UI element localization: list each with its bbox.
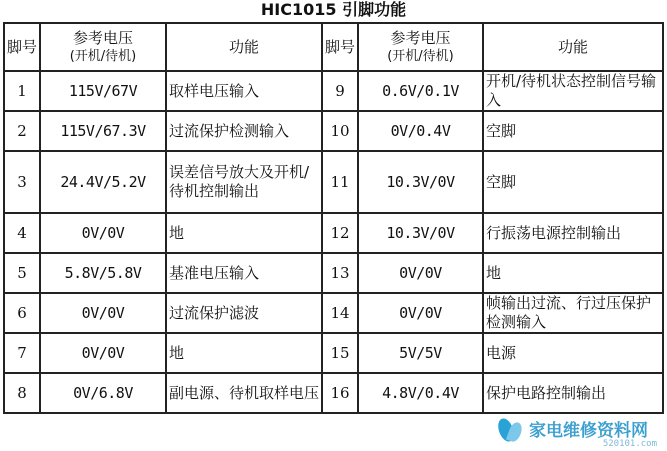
table-row: [4, 373, 663, 413]
pin-number: 3: [4, 151, 40, 213]
pin-number: 11: [322, 151, 358, 213]
pin-voltage: 0.6V/0.1V: [358, 71, 483, 111]
header-voltage-right: [358, 23, 483, 71]
pin-voltage: 0V/0V: [358, 253, 483, 293]
pin-function: 取样电压输入: [166, 71, 322, 111]
pin-number: 12: [322, 213, 358, 253]
pin-number: 10: [322, 111, 358, 151]
header-pin-left: 脚号: [4, 23, 40, 71]
pin-function-table: [3, 22, 664, 414]
pin-voltage: 115V/67.3V: [40, 111, 166, 151]
pin-voltage: 0V/0V: [40, 333, 166, 373]
table-row: [4, 293, 663, 333]
watermark-text: 家电维修资料网: [529, 421, 648, 441]
watermark-logo-icon: [495, 416, 525, 446]
pin-number: 16: [322, 373, 358, 413]
pin-function: 空脚: [483, 151, 663, 213]
pin-number: 15: [322, 333, 358, 373]
pin-function: 误差信号放大及开机/待机控制输出: [166, 151, 322, 213]
pin-function: 地: [166, 213, 322, 253]
pin-function: 帧输出过流、行过压保护检测输入: [483, 293, 663, 333]
header-function-right: 功能: [483, 23, 663, 71]
pin-function: 基准电压输入: [166, 253, 322, 293]
pin-function: 保护电路控制输出: [483, 373, 663, 413]
pin-number: 13: [322, 253, 358, 293]
pin-voltage: 5V/5V: [358, 333, 483, 373]
pin-number: 7: [4, 333, 40, 373]
pin-function: 开机/待机状态控制信号输入: [483, 71, 663, 111]
header-function-left: 功能: [166, 23, 322, 71]
pin-function: 地: [166, 333, 322, 373]
header-voltage-title: 参考电压: [72, 29, 133, 47]
table-title: HIC1015 引脚功能: [260, 0, 407, 19]
table-row: [4, 151, 663, 213]
pin-number: 6: [4, 293, 40, 333]
pin-voltage: 0V/6.8V: [40, 373, 166, 413]
table-row: [4, 333, 663, 373]
pin-voltage: 10.3V/0V: [358, 213, 483, 253]
header-voltage-title: 参考电压: [390, 29, 451, 47]
pin-voltage: 5.8V/5.8V: [40, 253, 166, 293]
pin-voltage: 0V/0V: [40, 293, 166, 333]
pin-function: 行振荡电源控制输出: [483, 213, 663, 253]
header-voltage-sub: (开机/待机): [387, 49, 454, 64]
pin-number: 9: [322, 71, 358, 111]
pin-number: 5: [4, 253, 40, 293]
watermark: [495, 413, 663, 449]
pin-number: 14: [322, 293, 358, 333]
watermark-url: 520101.com: [602, 439, 657, 449]
header-voltage-left: [40, 23, 166, 71]
pin-voltage: 0V/0V: [358, 293, 483, 333]
pin-voltage: 0V/0.4V: [358, 111, 483, 151]
pin-function: 过流保护滤波: [166, 293, 322, 333]
header-pin-right: 脚号: [322, 23, 358, 71]
pin-function: 过流保护检测输入: [166, 111, 322, 151]
pin-function: 副电源、待机取样电压: [166, 373, 322, 413]
pin-number: 4: [4, 213, 40, 253]
header-row: [4, 23, 663, 71]
pin-function: 地: [483, 253, 663, 293]
pin-voltage: 115V/67V: [40, 71, 166, 111]
pin-voltage: 4.8V/0.4V: [358, 373, 483, 413]
pin-number: 1: [4, 71, 40, 111]
table-row: [4, 253, 663, 293]
pin-voltage: 0V/0V: [40, 213, 166, 253]
table-row: [4, 213, 663, 253]
table-row: [4, 71, 663, 111]
table-row: [4, 111, 663, 151]
header-voltage-sub: (开机/待机): [69, 49, 137, 64]
pin-voltage: 24.4V/5.2V: [40, 151, 166, 213]
pin-voltage: 10.3V/0V: [358, 151, 483, 213]
pin-number: 8: [4, 373, 40, 413]
pin-number: 2: [4, 111, 40, 151]
pin-function: 空脚: [483, 111, 663, 151]
pin-function: 电源: [483, 333, 663, 373]
